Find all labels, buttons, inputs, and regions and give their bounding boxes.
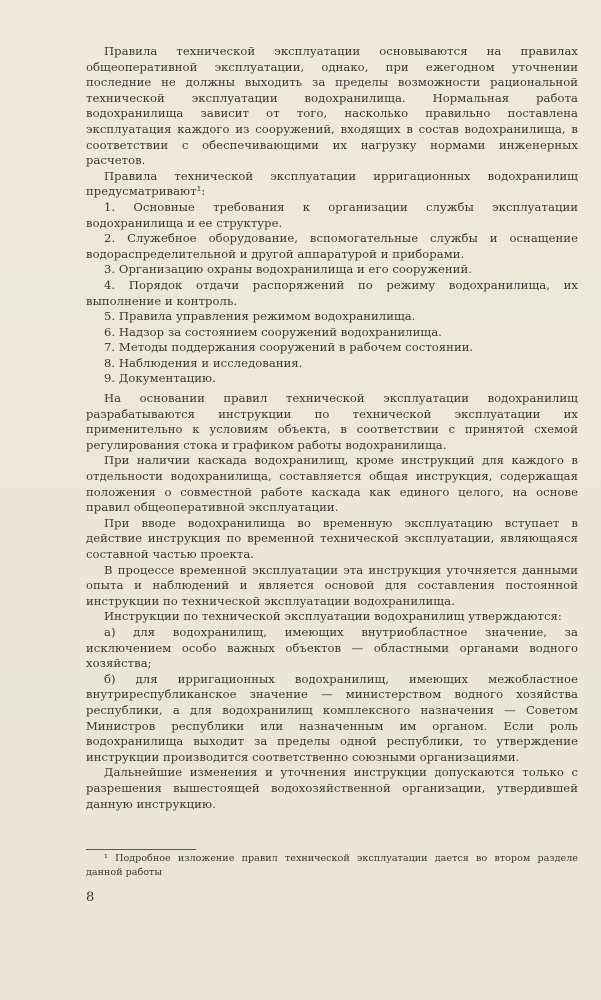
list-item: 5. Правила управления режимом водохранилища.: [104, 309, 416, 324]
list-item: 4. Порядок отдачи распоряжений по режиму водохранилища, их выполнение и контроль.: [86, 277, 578, 308]
list-item: 1. Основные требования к организации службы эксплуатации водохранилища и ее структуре.: [86, 199, 578, 230]
paragraph: При вводе водохранилища во временную эксплуатацию вступает в действие инструкция по временной технической эксплуатации, являющаяся составной частью проекта.: [86, 515, 578, 561]
list-item: 6. Надзор за состоянием сооружений водохранилища.: [104, 324, 442, 339]
list-item: 8. Наблюдения и исследования.: [104, 355, 303, 370]
paragraph: На основании правил технической эксплуатации водохранилищ разрабатываются инструкции по технической эксплуатации их применительно к условиям объекта, в соответствии с принятой схемой регулирования стока и графиком работы водохранилища.: [86, 391, 578, 452]
paragraph: Дальнейшие изменения и уточнения инструкции допускаются только с разрешения вышестоящей водохозяйственной организации, утвердившей данную инструкцию.: [86, 765, 578, 811]
paragraph: В процессе временной эксплуатации эта инструкция уточняется данными опыта и наблюдений и является основой для составления постоянной инструкции по технической эксплуатации водохранилища.: [86, 562, 578, 608]
body-text: [86, 44, 578, 812]
list-item: 9. Документацию.: [104, 371, 216, 386]
page-number: 8: [86, 890, 95, 905]
footnote-text: ¹ Подробное изложение правил технической эксплуатации дается во втором разделе данной работы: [86, 853, 578, 878]
paragraph: Инструкции по технической эксплуатации водохранилищ утверждаются:: [104, 609, 562, 624]
footnote: [86, 852, 578, 880]
list-item: 2. Служебное оборудование, вспомогательные службы и оснащение водораспределительной и другой аппаратурой и приборами.: [86, 231, 578, 261]
list-item: 3. Организацию охраны водохранилища и его сооружений.: [104, 262, 472, 277]
paragraph: Правила технической эксплуатации основываются на правилах общеоперативной эксплуатации, однако, при ежегодном уточнении последние не должны выходить за пределы возможности рациональной технической эксплуатации водохранилища. Нормальная работа водохранилища зависит от того, насколько правильно поставлена эксплуатация каждого из сооружений, входящих в состав водохранилища, в соответствии с обеспечивающими их нагрузку нормами инженерных расчетов.: [86, 44, 578, 168]
paragraph: а) для водохранилищ, имеющих внутриобластное значение, за исключением особо важных объектов — областными органами водного хозяйства;: [86, 624, 578, 671]
paragraph: Правила технической эксплуатации ирригационных водохранилищ предусматривают¹:: [86, 168, 578, 199]
paragraph: При наличии каскада водохранилищ, кроме инструкций для каждого в отдельности водохранилища, составляется общая инструкция, содержащая положения о совместной работе каскада как единого целого, на основе правил общеоперативной эксплуатации.: [86, 453, 578, 515]
list-item: 7. Методы поддержания сооружений в рабочем состоянии.: [104, 340, 474, 355]
paragraph: б) для ирригационных водохранилищ, имеющих межобластное внутриреспубликанское значение — министерством водного хозяйства республики, а для водохранилищ комплексного назначения — Советом Министров республики или назначенным им органом. Если роль водохранилища выходит за пределы одной республики, то утверждение инструкции производится соответственно союзными организациями.: [86, 671, 578, 764]
footnote-divider: [86, 849, 196, 850]
